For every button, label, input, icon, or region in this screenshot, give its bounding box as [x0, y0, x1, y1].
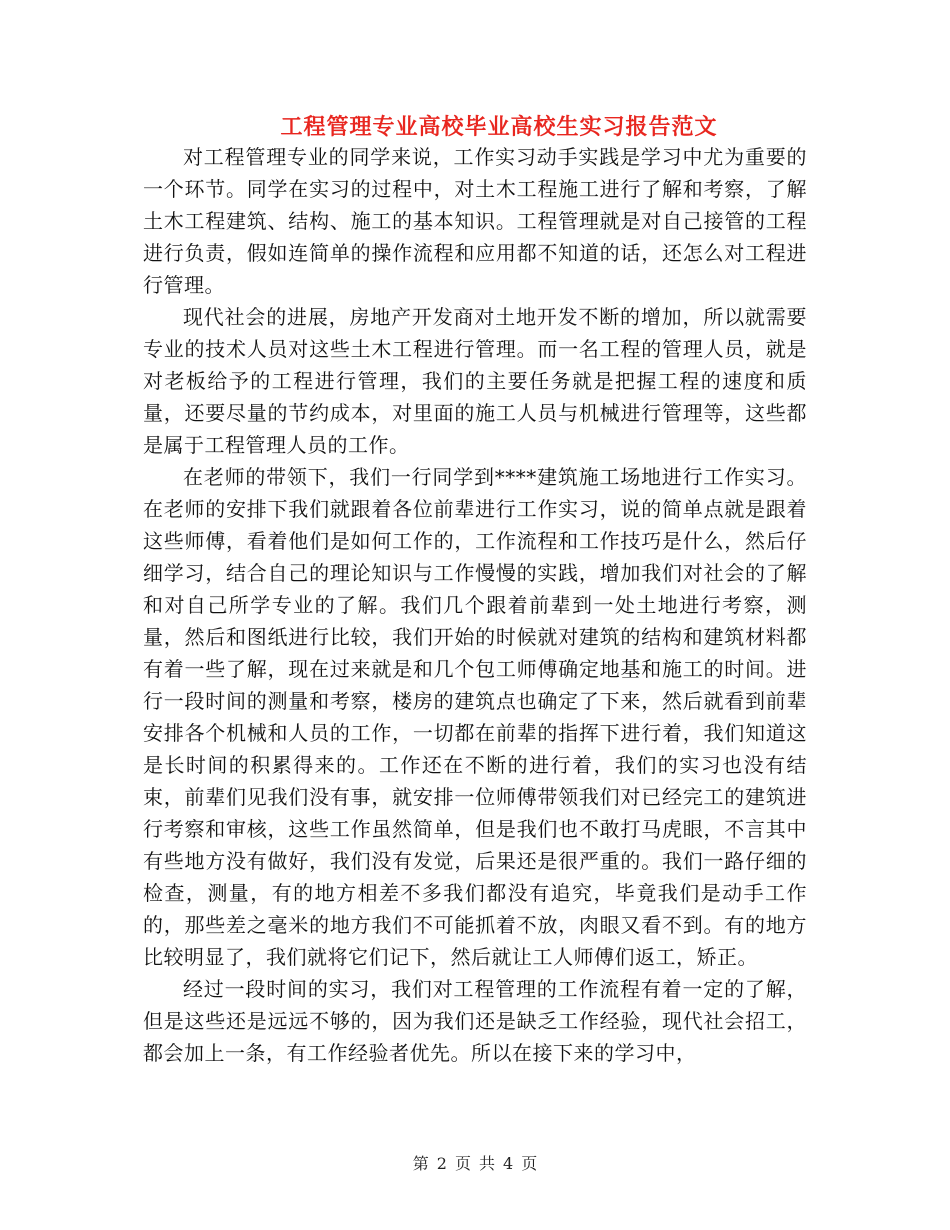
footer-prefix: 第	[412, 1154, 429, 1173]
document-title: 工程管理专业高校毕业高校生实习报告范文	[280, 114, 718, 140]
footer-total-label: 共	[479, 1154, 496, 1173]
footer-total-pages: 4	[503, 1154, 514, 1173]
paragraph-1: 对工程管理专业的同学来说，工作实习动手实践是学习中尤为重要的一个环节。同学在实习的过程中，对土木工程施工进行了解和考察，了解土木工程建筑、结构、施工的基本知识。工程管理就是对自己接管的工程进行负责，假如连简单的操作流程和应用都不知道的话，还怎么对工程进行管理。	[143, 145, 807, 297]
paragraph-2: 现代社会的进展，房地产开发商对土地开发不断的增加，所以就需要专业的技术人员对这些土木工程进行管理。而一名工程的管理人员，就是对老板给予的工程进行管理，我们的主要任务就是把握工程的速度和质量，还要尽量的节约成本，对里面的施工人员与机械进行管理等，这些都是属于工程管理人员的工作。	[143, 305, 807, 457]
paragraph-4: 经过一段时间的实习，我们对工程管理的工作流程有着一定的了解，但是这些还是远远不够的，因为我们还是缺乏工作经验，现代社会招工，都会加上一条，有工作经验者优先。所以在接下来的学习中，	[143, 977, 807, 1065]
footer-suffix: 页	[521, 1154, 538, 1173]
document-body	[143, 141, 807, 1069]
page-footer	[0, 1151, 950, 1174]
paragraph-3: 在老师的带领下，我们一行同学到****建筑施工场地进行工作实习。在老师的安排下我们就跟着各位前辈进行工作实习，说的简单点就是跟着这些师傅，看着他们是如何工作的，工作流程和工作技巧是什么，然后仔细学习，结合自己的理论知识与工作慢慢的实践，增加我们对社会的了解和对自己所学专业的了解。我们几个跟着前辈到一处土地进行考察，测量，然后和图纸进行比较，我们开始的时候就对建筑的结构和建筑材料都有着一些了解，现在过来就是和几个包工师傅确定地基和施工的时间。进行一段时间的测量和考察，楼房的建筑点也确定了下来，然后就看到前辈安排各个机械和人员的工作，一切都在前辈的指挥下进行着，我们知道这是长时间的积累得来的。工作还在不断的进行着，我们的实习也没有结束，前辈们见我们没有事，就安排一位师傅带领我们对已经完工的建筑进行考察和审核，这些工作虽然简单，但是我们也不敢打马虎眼，不言其中有些地方没有做好，我们没有发觉，后果还是很严重的。我们一路仔细的检查，测量，有的地方相差不多我们都没有追究，毕竟我们是动手工作的，那些差之毫米的地方我们不可能抓着不放，肉眼又看不到。有的地方比较明显了，我们就将它们记下，然后就让工人师傅们返工，矫正。	[143, 465, 807, 969]
footer-current-page: 2	[436, 1154, 447, 1173]
footer-page-label: 页	[454, 1154, 471, 1173]
